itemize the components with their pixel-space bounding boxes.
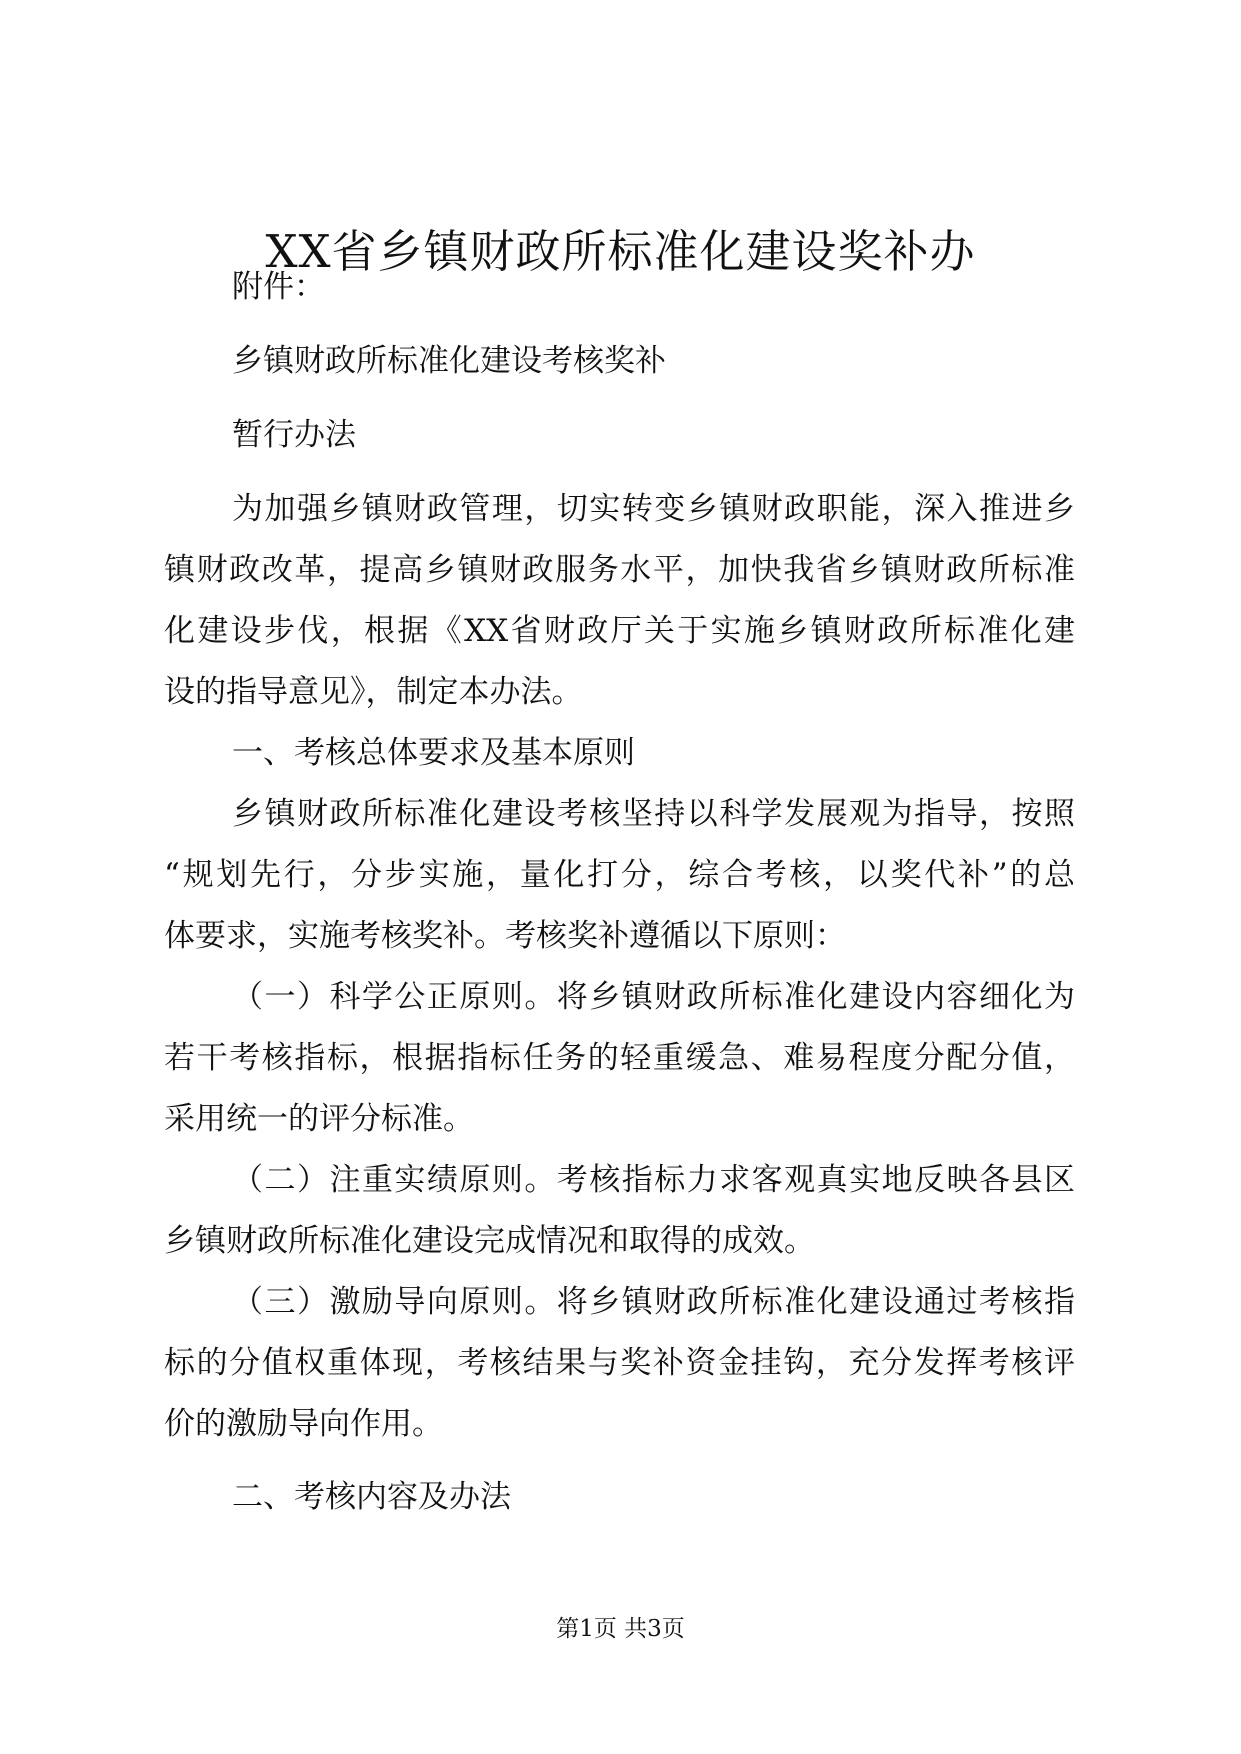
paragraph-line: 标的分值权重体现，考核结果与奖补资金挂钩，充分发挥考核评 <box>164 1345 1075 1381</box>
paragraph-line: 价的激励导向作用。 <box>164 1406 443 1442</box>
section-heading-2: 二、考核内容及办法 <box>232 1479 511 1515</box>
paragraph-line: 若干考核指标，根据指标任务的轻重缓急、难易程度分配分值， <box>164 1040 1075 1076</box>
paragraph-line: 为加强乡镇财政管理，切实转变乡镇财政职能，深入推进乡 <box>232 491 1075 527</box>
paragraph-line: 镇财政改革，提高乡镇财政服务水平，加快我省乡镇财政所标准 <box>164 552 1075 588</box>
section-heading-1: 一、考核总体要求及基本原则 <box>232 735 635 771</box>
paragraph-line: 体要求，实施考核奖补。考核奖补遵循以下原则： <box>164 918 846 954</box>
paragraph-line: （二）注重实绩原则。考核指标力求客观真实地反映各县区 <box>232 1162 1075 1198</box>
paragraph-line: 乡镇财政所标准化建设完成情况和取得的成效。 <box>164 1223 815 1259</box>
subtitle-line-2: 暂行办法 <box>232 417 356 453</box>
paragraph-line: 设的指导意见》，制定本办法。 <box>164 674 583 710</box>
attachment-label: 附件： <box>232 269 325 305</box>
paragraph-line: “规划先行，分步实施，量化打分，综合考核，以奖代补”的总 <box>164 857 1075 893</box>
page-footer: 第1页 共3页 <box>556 1616 685 1642</box>
paragraph-line: 化建设步伐，根据《XX省财政厅关于实施乡镇财政所标准化建 <box>164 613 1075 649</box>
subtitle-line-1: 乡镇财政所标准化建设考核奖补 <box>232 343 666 379</box>
paragraph-line: （三）激励导向原则。将乡镇财政所标准化建设通过考核指 <box>232 1284 1075 1320</box>
paragraph-line: 采用统一的评分标准。 <box>164 1101 474 1137</box>
document-title: XX省乡镇财政所标准化建设奖补办 <box>265 225 976 278</box>
paragraph-line: （一）科学公正原则。将乡镇财政所标准化建设内容细化为 <box>232 979 1075 1015</box>
paragraph-line: 乡镇财政所标准化建设考核坚持以科学发展观为指导，按照 <box>232 796 1075 832</box>
